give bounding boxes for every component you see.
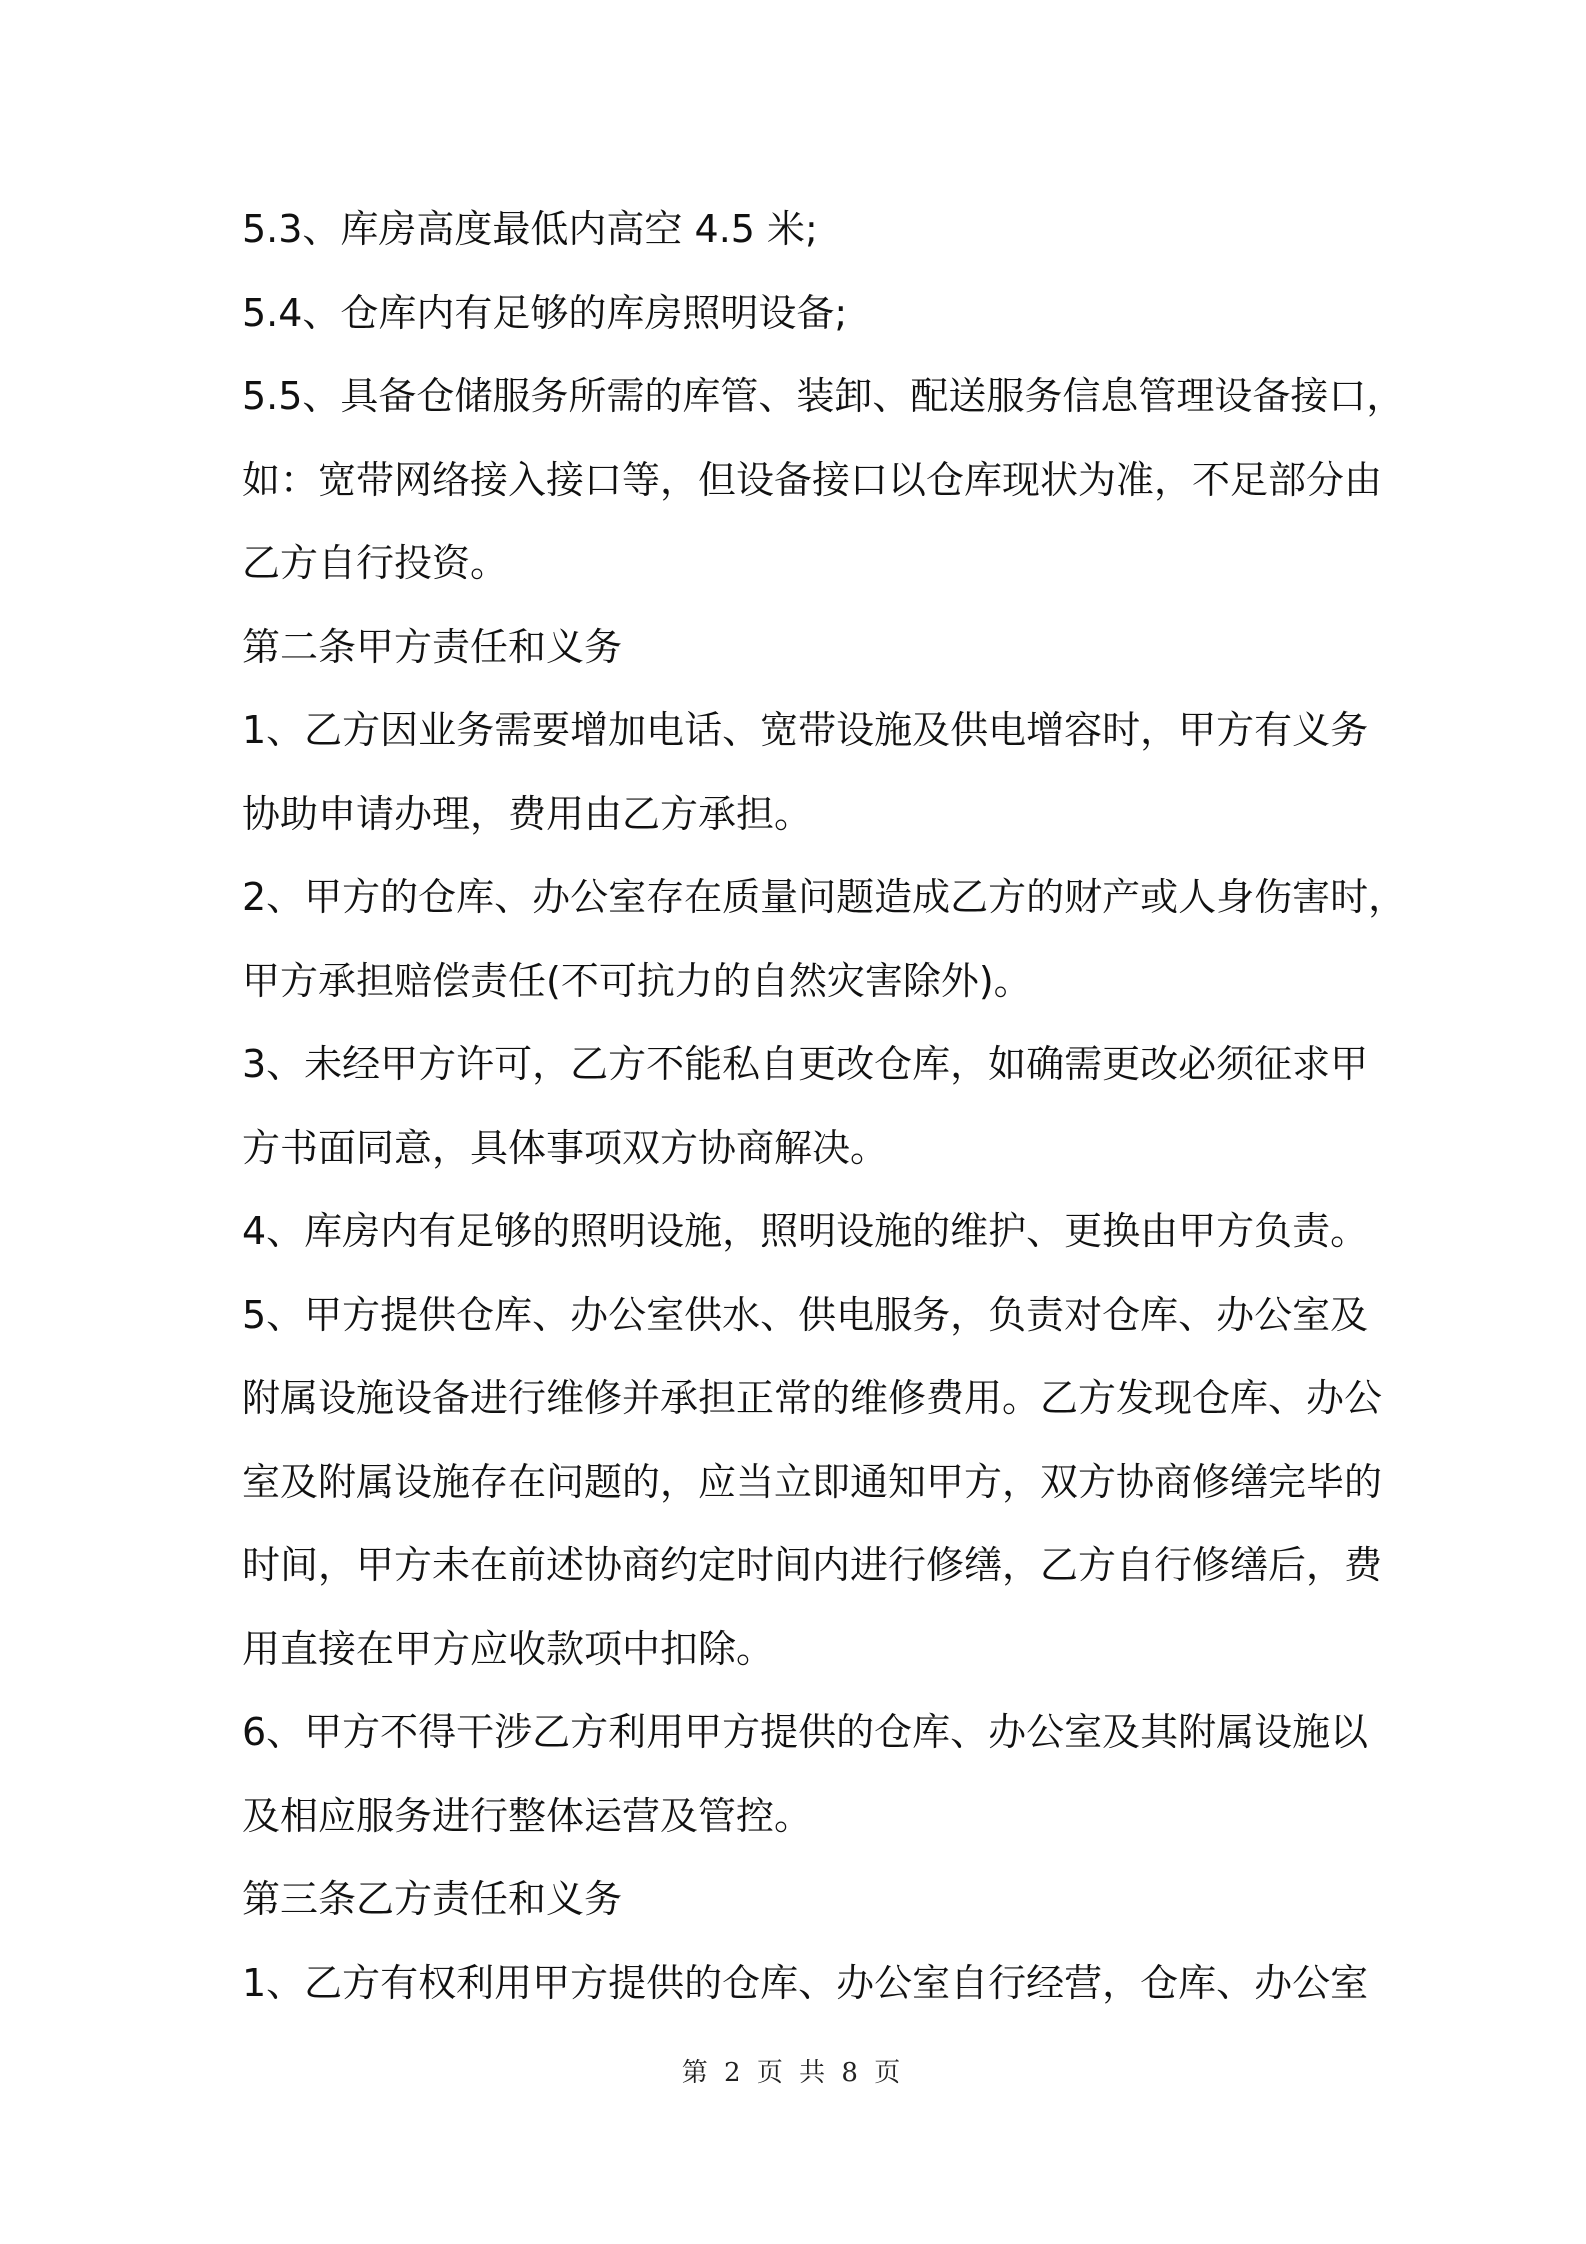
document-body <box>242 188 1407 2025</box>
text-line-5-5-cont-1: 如：宽带网络接入接口等，但设备接口以仓库现状为准，不足部分由 <box>242 457 1383 502</box>
text-line-a2-item-3: 3、未经甲方许可，乙方不能私自更改仓库，如确需更改必须征求甲 <box>242 1042 1369 1086</box>
page-number-footer: 第 2 页 共 8 页 <box>681 2058 905 2088</box>
text-line-a2-item-4: 4、库房内有足够的照明设施，照明设施的维护、更换由甲方负责。 <box>242 1209 1369 1253</box>
section-heading-article-2: 第二条甲方责任和义务 <box>242 624 623 669</box>
text-line-a3-item-1: 1、乙方有权利用甲方提供的仓库、办公室自行经营，仓库、办公室 <box>242 1960 1369 2005</box>
text-line-a2-item-1: 1、乙方因业务需要增加电话、宽带设施及供电增容时，甲方有义务 <box>242 708 1369 752</box>
text-line-a2-item-5-cont-3: 时间，甲方未在前述协商约定时间内进行修缮，乙方自行修缮后，费 <box>242 1543 1383 1587</box>
text-line-a2-item-6-cont: 及相应服务进行整体运营及管控。 <box>242 1793 813 1838</box>
text-line-a2-item-6: 6、甲方不得干涉乙方利用甲方提供的仓库、办公室及其附属设施以 <box>242 1710 1369 1754</box>
text-line-a2-item-5-cont-1: 附属设施设备进行维修并承担正常的维修费用。乙方发现仓库、办公 <box>242 1376 1383 1420</box>
text-line-a2-item-2-cont: 甲方承担赔偿责任(不可抗力的自然灾害除外)。 <box>242 958 1032 1003</box>
text-line-a2-item-1-cont: 协助申请办理，费用由乙方承担。 <box>242 791 813 836</box>
text-line-5-4: 5.4、仓库内有足够的库房照明设备; <box>242 290 848 335</box>
text-line-5-5: 5.5、具备仓储服务所需的库管、装卸、配送服务信息管理设备接口， <box>242 374 1405 418</box>
text-line-5-3: 5.3、库房高度最低内高空 4.5 米; <box>242 207 818 251</box>
text-line-a2-item-3-cont: 方书面同意，具体事项双方协商解决。 <box>242 1125 889 1170</box>
text-line-a2-item-5-cont-2: 室及附属设施存在问题的，应当立即通知甲方，双方协商修缮完毕的 <box>242 1459 1383 1504</box>
text-line-a2-item-5: 5、甲方提供仓库、办公室供水、供电服务，负责对仓库、办公室及 <box>242 1292 1369 1337</box>
section-heading-article-3: 第三条乙方责任和义务 <box>242 1877 623 1921</box>
text-line-5-5-cont-2: 乙方自行投资。 <box>242 541 509 585</box>
text-line-a2-item-2: 2、甲方的仓库、办公室存在质量问题造成乙方的财产或人身伤害时， <box>242 875 1407 919</box>
text-line-a2-item-5-cont-4: 用直接在甲方应收款项中扣除。 <box>242 1626 775 1671</box>
